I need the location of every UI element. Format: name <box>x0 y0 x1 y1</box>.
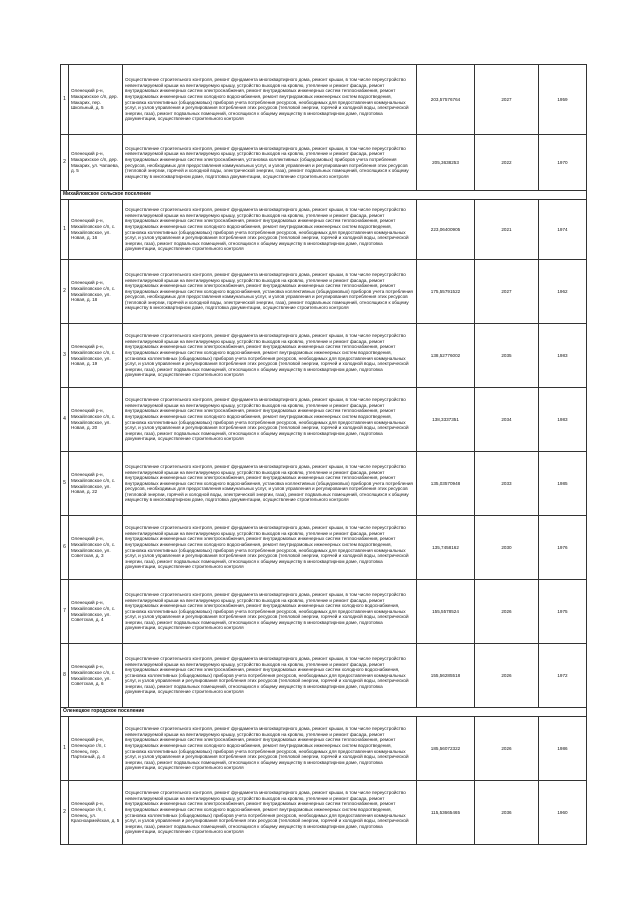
build-year-cell: 1983 <box>539 388 587 452</box>
row-number: 1 <box>61 65 69 135</box>
address-cell: Оленецкий р-н, Михайловское с/п, с. Михайловское, ул. Новая, д. 22 <box>69 452 123 516</box>
cost-cell: 155,56285518 <box>417 644 475 708</box>
works-cell: Осуществление строительного контроля, ремонт фундамента многоквартирного дома, ремонт крыши, в том числе переустройство невентилируемой крыши на вентилируемую крышу, устройство выходов на кровлю, утепление и ремонт фасада, ремонт внутридомовых инженерных систем электроснабжения, ремонт внутридомовых инженерных систем теплоснабжения, ремонт внутридомовых инженерных систем холодного водоснабжения, ремонт внутридомовых инженерных систем водоотведения, установка коллективных (общедомовых) приборов учета потребления ресурсов, необходимых для предоставления коммунальных услуг, и узлов управления и регулирования потребления этих ресурсов (тепловой энергии, горячей и холодной воды, электрической энергии, газа), ремонт подвальных помещений, относящихся к общему имуществу в многоквартирном доме, подготовка документации, осуществление строительного контроля <box>123 65 417 135</box>
cost-cell: 155,5578524 <box>417 580 475 644</box>
works-cell: Осуществление строительного контроля, ремонт фундамента многоквартирного дома, ремонт крыши, в том числе переустройство невентилируемой крыши на вентилируемую крышу, устройство выходов на кровлю, утепление и ремонт фасада, ремонт внутридомовых инженерных систем электроснабжения, установка коллективных (общедомовых) приборов учета потребления ресурсов, необходимых для предоставления коммунальных услуг, и узлов управления и регулирования потребления этих ресурсов (тепловой энергии, горячей и холодной воды, электрической энергии, газа), ремонт подвальных помещений, относящихся к общему имуществу в многоквартирном доме, подготовка документации, осуществление строительного контроля <box>123 135 417 191</box>
table-row <box>61 324 587 388</box>
address-cell: Оленецкий р-н, Михайловское с/п, с. Михайловское, ул. Советская, д. 4 <box>69 580 123 644</box>
cost-cell: 175,55791522 <box>417 260 475 324</box>
address-cell: Оленецкий р-н, Михайловское с/п, с. Михайловское, ул. Советская, д. 6 <box>69 644 123 708</box>
row-number: 2 <box>61 781 69 845</box>
build-year-cell: 1985 <box>539 452 587 516</box>
build-year-cell: 1959 <box>539 65 587 135</box>
works-cell: Осуществление строительного контроля, ремонт фундамента многоквартирного дома, ремонт крыши, в том числе переустройство невентилируемой крыши на вентилируемую крышу, устройство выходов на кровлю, утепление и ремонт фасада, ремонт внутридомовых инженерных систем электроснабжения, ремонт внутридомовых инженерных систем теплоснабжения, ремонт внутридомовых инженерных систем холодного водоснабжения, ремонт внутридомовых инженерных систем водоотведения, установка коллективных (общедомовых) приборов учета потребления ресурсов, необходимых для предоставления коммунальных услуг, и узлов управления и регулирования потребления этих ресурсов (тепловой энергии, горячей и холодной воды, электрической энергии, газа), ремонт подвальных помещений, относящихся к общему имуществу в многоквартирном доме, подготовка документации, осуществление строительного контроля <box>123 516 417 580</box>
planned-year-cell: 2022 <box>475 135 539 191</box>
works-cell: Осуществление строительного контроля, ремонт фундамента многоквартирного дома, ремонт крыши, в том числе переустройство невентилируемой крыши на вентилируемую крышу, устройство выходов на кровлю, утепление и ремонт фасада, ремонт внутридомовых инженерных систем электроснабжения, ремонт внутридомовых инженерных систем теплоснабжения, ремонт внутридомовых инженерных систем холодного водоснабжения, ремонт внутридомовых инженерных систем водоотведения, установка коллективных (общедомовых) приборов учета потребления ресурсов, необходимых для предоставления коммунальных услуг, и узлов управления и регулирования потребления этих ресурсов (тепловой энергии, горячей и холодной воды, электрической энергии, газа), ремонт подвальных помещений, относящихся к общему имуществу в многоквартирном доме, подготовка документации, осуществление строительного контроля <box>123 200 417 260</box>
row-number: 1 <box>61 717 69 781</box>
table-row <box>61 388 587 452</box>
works-cell: Осуществление строительного контроля, ремонт фундамента многоквартирного дома, ремонт крыши, в том числе переустройство невентилируемой крыши на вентилируемую крышу, устройство выходов на кровлю, утепление и ремонт фасада, ремонт внутридомовых инженерных систем электроснабжения, ремонт внутридомовых инженерных систем холодного водоснабжения, установка коллективных (общедомовых) приборов учета потребления ресурсов, необходимых для предоставления коммунальных услуг, и узлов управления и регулирования потребления этих ресурсов (тепловой энергии, горячей и холодной воды, электрической энергии, газа), ремонт подвальных помещений, относящихся к общему имуществу в многоквартирном доме, подготовка документации, осуществление строительного контроля <box>123 580 417 644</box>
planned-year-cell: 2021 <box>475 200 539 260</box>
cost-cell: 138,3337351 <box>417 388 475 452</box>
cost-cell: 205,3638253 <box>417 135 475 191</box>
row-number: 6 <box>61 516 69 580</box>
address-cell: Оленецкий р-н, Михайловское с/п, с. Михайловское, ул. Советская, д. 3 <box>69 516 123 580</box>
table-row <box>61 135 587 191</box>
planned-year-cell: 2027 <box>475 260 539 324</box>
row-number: 8 <box>61 644 69 708</box>
row-number: 5 <box>61 452 69 516</box>
row-number: 2 <box>61 260 69 324</box>
section-header-row <box>61 708 587 717</box>
cost-cell: 135,7458162 <box>417 516 475 580</box>
address-cell: Оленецкий р-н, Михайловское с/п, с. Михайловское, ул. Новая, д. 20 <box>69 388 123 452</box>
build-year-cell: 1983 <box>539 324 587 388</box>
table-row <box>61 717 587 781</box>
row-number: 4 <box>61 388 69 452</box>
planned-year-cell: 2033 <box>475 452 539 516</box>
build-year-cell: 1960 <box>539 781 587 845</box>
section-header-row <box>61 191 587 200</box>
cost-cell: 115,53665465 <box>417 781 475 845</box>
cost-cell: 185,56072322 <box>417 717 475 781</box>
address-cell: Оленецкий р-н, Оленецкое г/п, г. Оленец, ул. Красноармейская, д. 5 <box>69 781 123 845</box>
table-row <box>61 516 587 580</box>
address-cell: Оленецкий р-н, Оленецкое г/п, г. Оленец, пер. Партизный, д. 4 <box>69 717 123 781</box>
row-number: 7 <box>61 580 69 644</box>
works-cell: Осуществление строительного контроля, ремонт фундамента многоквартирного дома, ремонт крыши, в том числе переустройство невентилируемой крыши на вентилируемую крышу, устройство выходов на кровлю, утепление и ремонт фасада, ремонт внутридомовых инженерных систем электроснабжения, ремонт внутридомовых инженерных систем холодного водоснабжения, установка коллективных (общедомовых) приборов учета потребления ресурсов, необходимых для предоставления коммунальных услуг, и узлов управления и регулирования потребления этих ресурсов (тепловой энергии, горячей и холодной воды, электрической энергии, газа), ремонт подвальных помещений, относящихся к общему имуществу в многоквартирном доме, подготовка документации, осуществление строительного контроля <box>123 644 417 708</box>
works-cell: Осуществление строительного контроля, ремонт фундамента многоквартирного дома, ремонт крыши, в том числе переустройство невентилируемой крыши на вентилируемую крышу, устройство выходов на кровлю, утепление и ремонт фасада, ремонт внутридомовых инженерных систем электроснабжения, ремонт внутридомовых инженерных систем теплоснабжения, ремонт внутридомовых инженерных систем холодного водоснабжения, ремонт внутридомовых инженерных систем водоотведения, установка коллективных (общедомовых) приборов учета потребления ресурсов, необходимых для предоставления коммунальных услуг, и узлов управления и регулирования потребления этих ресурсов (тепловой энергии, горячей и холодной воды, электрической энергии, газа), ремонт подвальных помещений, относящихся к общему имуществу в многоквартирном доме, подготовка документации, осуществление строительного контроля <box>123 781 417 845</box>
address-cell: Оленецкий р-н, Макарихское с/п, дер. Макарих, ул. Чапаева, д. 5 <box>69 135 123 191</box>
build-year-cell: 1986 <box>539 717 587 781</box>
works-cell: Осуществление строительного контроля, ремонт фундамента многоквартирного дома, ремонт крыши, в том числе переустройство невентилируемой крыши на вентилируемую крышу, устройство выходов на кровлю, утепление и ремонт фасада, ремонт внутридомовых инженерных систем электроснабжения, ремонт внутридомовых инженерных систем теплоснабжения, ремонт внутридомовых инженерных систем холодного водоснабжения, ремонт внутридомовых инженерных систем водоотведения, установка коллективных (общедомовых) приборов учета потребления ресурсов, необходимых для предоставления коммунальных услуг, и узлов управления и регулирования потребления этих ресурсов (тепловой энергии, горячей и холодной воды, электрической энергии, газа), ремонт подвальных помещений, относящихся к общему имуществу в многоквартирном доме, подготовка документации, осуществление строительного контроля <box>123 388 417 452</box>
address-cell: Оленецкий р-н, Михайловское с/п, с. Михайловское, ул. Новая, д. 19 <box>69 324 123 388</box>
planned-year-cell: 2027 <box>475 65 539 135</box>
build-year-cell: 1962 <box>539 260 587 324</box>
build-year-cell: 1976 <box>539 516 587 580</box>
build-year-cell: 1972 <box>539 644 587 708</box>
planned-year-cell: 2036 <box>475 781 539 845</box>
table-row <box>61 65 587 135</box>
row-number: 1 <box>61 200 69 260</box>
planned-year-cell: 2034 <box>475 388 539 452</box>
works-cell: Осуществление строительного контроля, ремонт фундамента многоквартирного дома, ремонт крыши, в том числе переустройство невентилируемой крыши на вентилируемую крышу, устройство выходов на кровлю, утепление и ремонт фасада, ремонт внутридомовых инженерных систем электроснабжения, ремонт внутридомовых инженерных систем теплоснабжения, ремонт внутридомовых инженерных систем холодного водоснабжения, ремонт внутридомовых инженерных систем водоотведения, установка коллективных (общедомовых) приборов учета потребления ресурсов, необходимых для предоставления коммунальных услуг, и узлов управления и регулирования потребления этих ресурсов (тепловой энергии, горячей и холодной воды, электрической энергии, газа), ремонт подвальных помещений, относящихся к общему имуществу в многоквартирном доме, подготовка документации, осуществление строительного контроля <box>123 717 417 781</box>
works-cell: Осуществление строительного контроля, ремонт фундамента многоквартирного дома, ремонт крыши, в том числе переустройство невентилируемой крыши на вентилируемую крышу, устройство выходов на кровлю, утепление и ремонт фасада, ремонт внутридомовых инженерных систем электроснабжения, ремонт внутридомовых инженерных систем теплоснабжения, ремонт внутридомовых инженерных систем холодного водоснабжения, установка коллективных (общедомовых) приборов учета потребления ресурсов, необходимых для предоставления коммунальных услуг, и узлов управления и регулирования потребления этих ресурсов (тепловой энергии, горячей и холодной воды, электрической энергии, газа), ремонт подвальных помещений, относящихся к общему имуществу в многоквартирном доме, подготовка документации, осуществление строительного контроля <box>123 260 417 324</box>
build-year-cell: 1975 <box>539 580 587 644</box>
cost-cell: 203,57576764 <box>417 65 475 135</box>
planned-year-cell: 2026 <box>475 717 539 781</box>
table-row <box>61 781 587 845</box>
planned-year-cell: 2035 <box>475 324 539 388</box>
works-cell: Осуществление строительного контроля, ремонт фундамента многоквартирного дома, ремонт крыши, в том числе переустройство невентилируемой крыши на вентилируемую крышу, устройство выходов на кровлю, утепление и ремонт фасада, ремонт внутридомовых инженерных систем электроснабжения, ремонт внутридомовых инженерных систем теплоснабжения, ремонт внутридомовых инженерных систем холодного водоснабжения, ремонт внутридомовых инженерных систем водоотведения, установка коллективных (общедомовых) приборов учета потребления ресурсов, необходимых для предоставления коммунальных услуг, и узлов управления и регулирования потребления этих ресурсов (тепловой энергии, горячей и холодной воды, электрической энергии, газа), ремонт подвальных помещений, относящихся к общему имуществу в многоквартирном доме, подготовка документации, осуществление строительного контроля <box>123 324 417 388</box>
planned-year-cell: 2026 <box>475 644 539 708</box>
row-number: 2 <box>61 135 69 191</box>
cost-cell: 135,03570948 <box>417 452 475 516</box>
address-cell: Оленецкий р-н, Михайловское с/п, с. Михайловское, ул. Новая, д. 16 <box>69 200 123 260</box>
address-cell: Оленецкий р-н, Михайловское с/п, с. Михайловское, ул. Новая, д. 18 <box>69 260 123 324</box>
capital-repair-table <box>60 64 587 845</box>
section-title: Оленецкое городское поселение <box>61 708 587 717</box>
address-cell: Оленецкий р-н, Макарихское с/п, дер. Макарих, пер. Школьный, д. 5 <box>69 65 123 135</box>
table-row <box>61 200 587 260</box>
build-year-cell: 1974 <box>539 200 587 260</box>
planned-year-cell: 2030 <box>475 516 539 580</box>
row-number: 3 <box>61 324 69 388</box>
works-cell: Осуществление строительного контроля, ремонт фундамента многоквартирного дома, ремонт крыши, в том числе переустройство невентилируемой крыши на вентилируемую крышу, устройство выходов на кровлю, утепление и ремонт фасада, ремонт внутридомовых инженерных систем электроснабжения, ремонт внутридомовых инженерных систем теплоснабжения, ремонт внутридомовых инженерных систем холодного водоснабжения, установка коллективных (общедомовых) приборов учета потребления ресурсов, необходимых для предоставления коммунальных услуг, и узлов управления и регулирования потребления этих ресурсов (тепловой энергии, горячей и холодной воды, электрической энергии, газа), ремонт подвальных помещений, относящихся к общему имуществу в многоквартирном доме, подготовка документации, осуществление строительного контроля <box>123 452 417 516</box>
section-title: Михайловское сельское поселение <box>61 191 587 200</box>
table-row <box>61 452 587 516</box>
build-year-cell: 1970 <box>539 135 587 191</box>
planned-year-cell: 2026 <box>475 580 539 644</box>
table-row <box>61 260 587 324</box>
table-row <box>61 644 587 708</box>
cost-cell: 223,06400905 <box>417 200 475 260</box>
table-row <box>61 580 587 644</box>
cost-cell: 138,52776002 <box>417 324 475 388</box>
